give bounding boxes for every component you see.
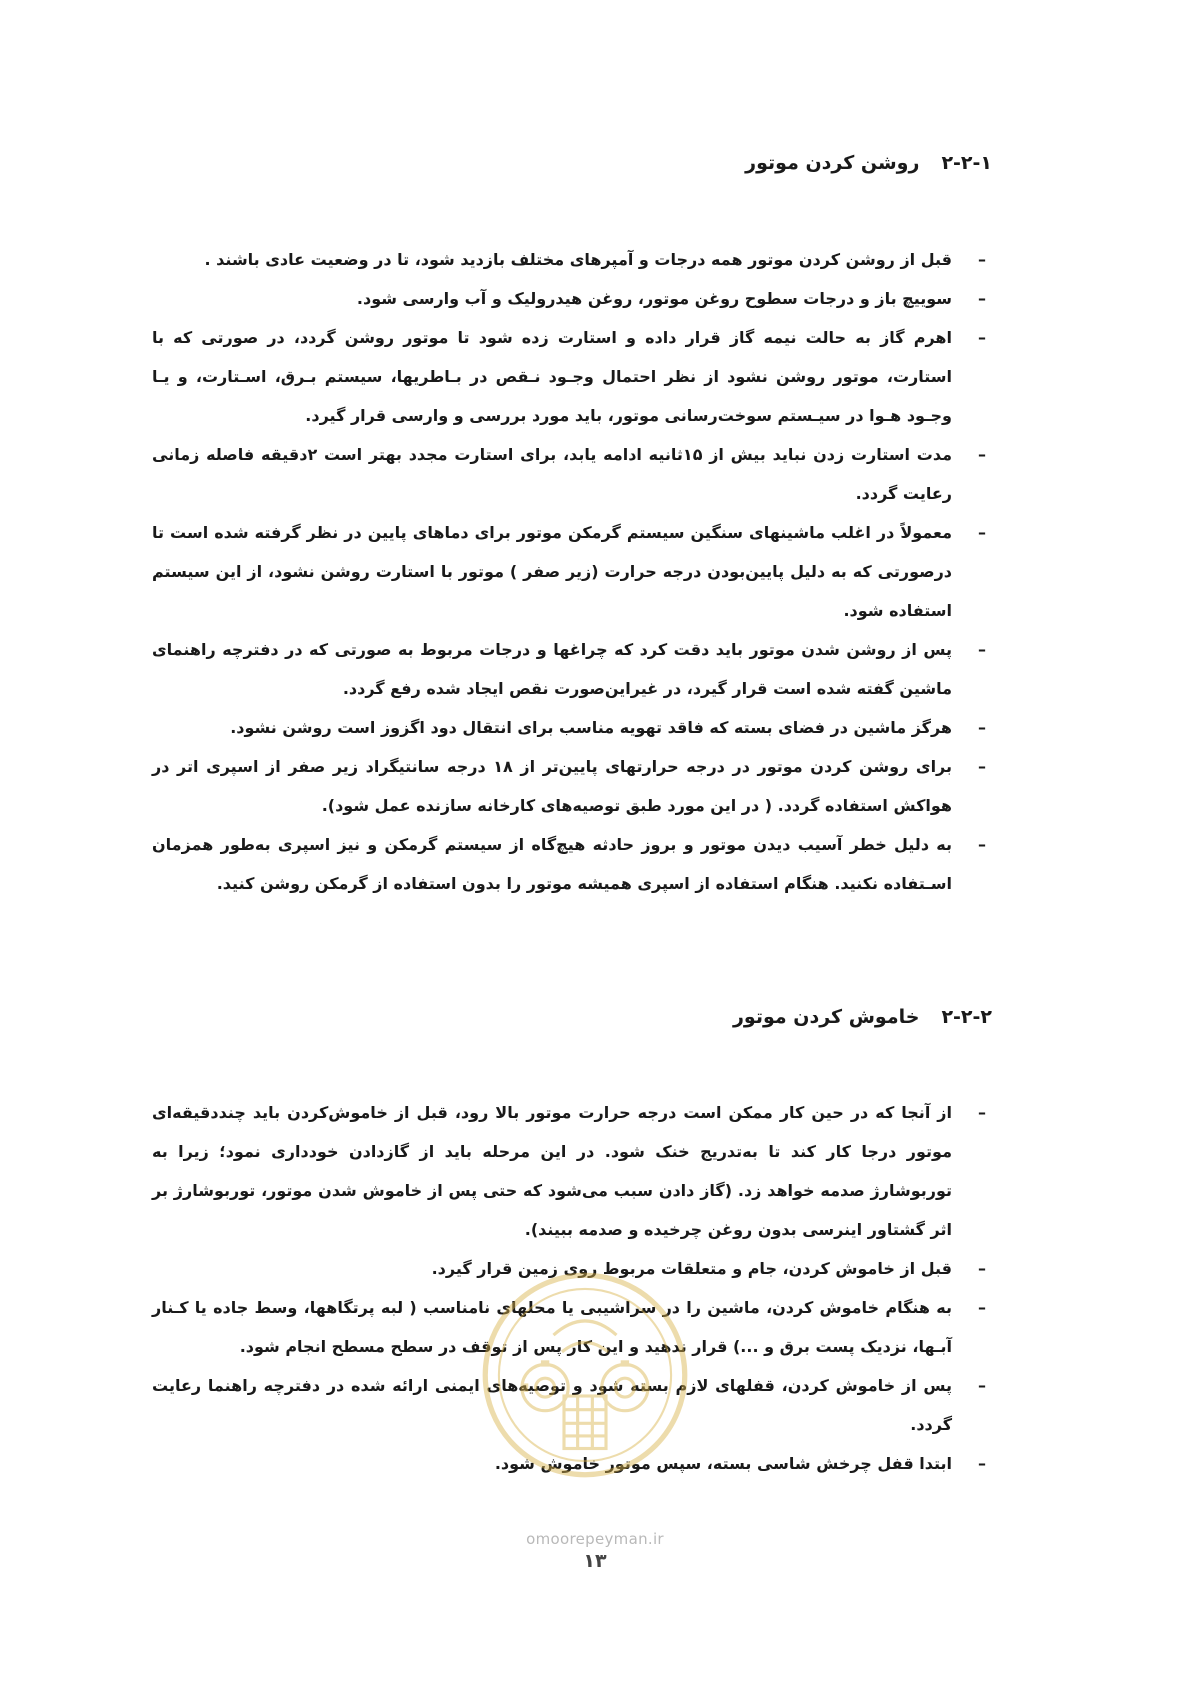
section-title: خاموش کردن موتور (732, 1006, 920, 1028)
list-item (152, 747, 992, 825)
list-item (152, 240, 992, 279)
dash-bullet: – (978, 1298, 986, 1317)
watermark-website: omoorepeyman.ir (526, 1530, 664, 1548)
dash-bullet: – (978, 757, 986, 776)
list-item (152, 513, 992, 630)
dash-bullet: – (978, 640, 986, 659)
list-item-text: اهرم گاز به حالت نیمه گاز قرار داده و استارت زده شود تا موتور روشن گردد، در صورتی که با استارت، موتور روشن نشود از نظر احتمال وجـود نـقص در بـاطریها، سیستم بـرق، اسـتارت، و یـا وجـود هـوا در سیـستم سوخت‌رسانی موتور، باید مورد بررسی و وارسی قرار گیرد. (152, 328, 952, 425)
list-item (152, 435, 992, 513)
list-item (152, 825, 992, 903)
dash-bullet: – (978, 523, 986, 542)
list-item-text: سوییچ باز و درجات سطوح روغن موتور، روغن هیدرولیک و آب وارسی شود. (356, 289, 952, 308)
list-item-text: معمولاً در اغلب ماشینهای سنگین سیستم گرمکن موتور برای دماهای پایین در نظر گرفته شده است تا درصورتی که به دلیل پایین‌بودن درجه حرارت (زیر صفر ) موتور با استارت روشن نشود، از این سیستم استفاده شود. (152, 523, 952, 620)
dash-bullet: – (978, 328, 986, 347)
list-item-text: قبل از روشن کردن موتور همه درجات و آمپرهای مختلف بازدید شود، تا در وضعیت عادی باشند . (204, 250, 952, 269)
dash-bullet: – (978, 1454, 986, 1473)
list-item (152, 318, 992, 435)
dash-bullet: – (978, 1259, 986, 1278)
engine-start-list (152, 240, 992, 903)
list-item-text: از آنجا که در حین کار ممکن است درجه حرارت موتور بالا رود، قبل از خاموش‌کردن باید چنددقیقه‌ای موتور درجا کار کند تا به‌تدریج خنک شود. در این مرحله باید از گازدادن خودداری نمود؛ زیرا به توربوشارژ صدمه خواهد زد. (گاز دادن سبب می‌شود که حتی پس از خاموش شدن موتور، توربوشارژ بر اثر گشتاور اینرسی بدون روغن چرخیده و صدمه ببیند). (152, 1103, 952, 1239)
section-number: ۲-۲-۲ (941, 1006, 992, 1028)
list-item (152, 708, 992, 747)
list-item-text: ابتدا قفل چرخش شاسی بسته، سپس موتور خاموش شود. (494, 1454, 952, 1473)
list-item (152, 1093, 992, 1249)
watermark-seal-logo (480, 1270, 690, 1480)
dash-bullet: – (978, 1376, 986, 1395)
dash-bullet: – (978, 250, 986, 269)
page-number: ۱۳ (583, 1550, 607, 1572)
dash-bullet: – (978, 718, 986, 737)
dash-bullet: – (978, 1103, 986, 1122)
section-title: روشن کردن موتور (745, 152, 920, 174)
list-item-text: پس از خاموش کردن، قفلهای لازم بسته شود و توصیه‌های ایمنی ارائه شده در دفترچه راهنما رعایت گردد. (152, 1376, 952, 1434)
dash-bullet: – (978, 835, 986, 854)
section-heading-engine-stop (733, 1006, 992, 1028)
section-heading-engine-start (745, 152, 992, 174)
list-item-text: برای روشن کردن موتور در درجه حرارتهای پایین‌تر از ۱۸ درجه سانتیگراد زیر صفر از اسپری اتر در هواکش استفاده گردد. ( در این مورد طبق توصیه‌های کارخانه سازنده عمل شود). (152, 757, 953, 815)
list-item-text: به دلیل خطر آسیب دیدن موتور و بروز حادثه هیچ‌گاه از سیستم گرمکن و نیز اسپری به‌طور همزمان اسـتفاده نکنید. هنگام استفاده از اسپری همیشه موتور را بدون استفاده از گرمکن روشن کنید. (152, 835, 952, 893)
section-number: ۲-۲-۱ (941, 152, 992, 174)
list-item-text: به هنگام خاموش کردن، ماشین را در سراشیبی یا محلهای نامناسب ( لبه پرتگاهها، وسط جاده یا کـنار آبـها، نزدیک پست برق و ...) قرار ندهید و این کار پس از توقف در سطح مسطح انجام شود. (152, 1298, 952, 1356)
list-item (152, 279, 992, 318)
dash-bullet: – (978, 289, 986, 308)
list-item-text: قبل از خاموش کردن، جام و متعلقات مربوط روی زمین قرار گیرد. (431, 1259, 952, 1278)
list-item-text: پس از روشن شدن موتور باید دقت کرد که چراغها و درجات مربوط به صورتی که در دفترچه راهنمای ماشین گفته شده است قرار گیرد، در غیراین‌صورت نقص ایجاد شده رفع گردد. (152, 640, 952, 698)
list-item (152, 630, 992, 708)
list-item-text: هرگز ماشین در فضای بسته که فاقد تهویه مناسب برای انتقال دود اگزوز است روشن نشود. (230, 718, 952, 737)
list-item-text: مدت استارت زدن نباید بیش از ۱۵ثانیه ادامه یابد، برای استارت مجدد بهتر است ۲دقیقه فاصله زمانی رعایت گردد. (152, 445, 952, 503)
dash-bullet: – (978, 445, 986, 464)
